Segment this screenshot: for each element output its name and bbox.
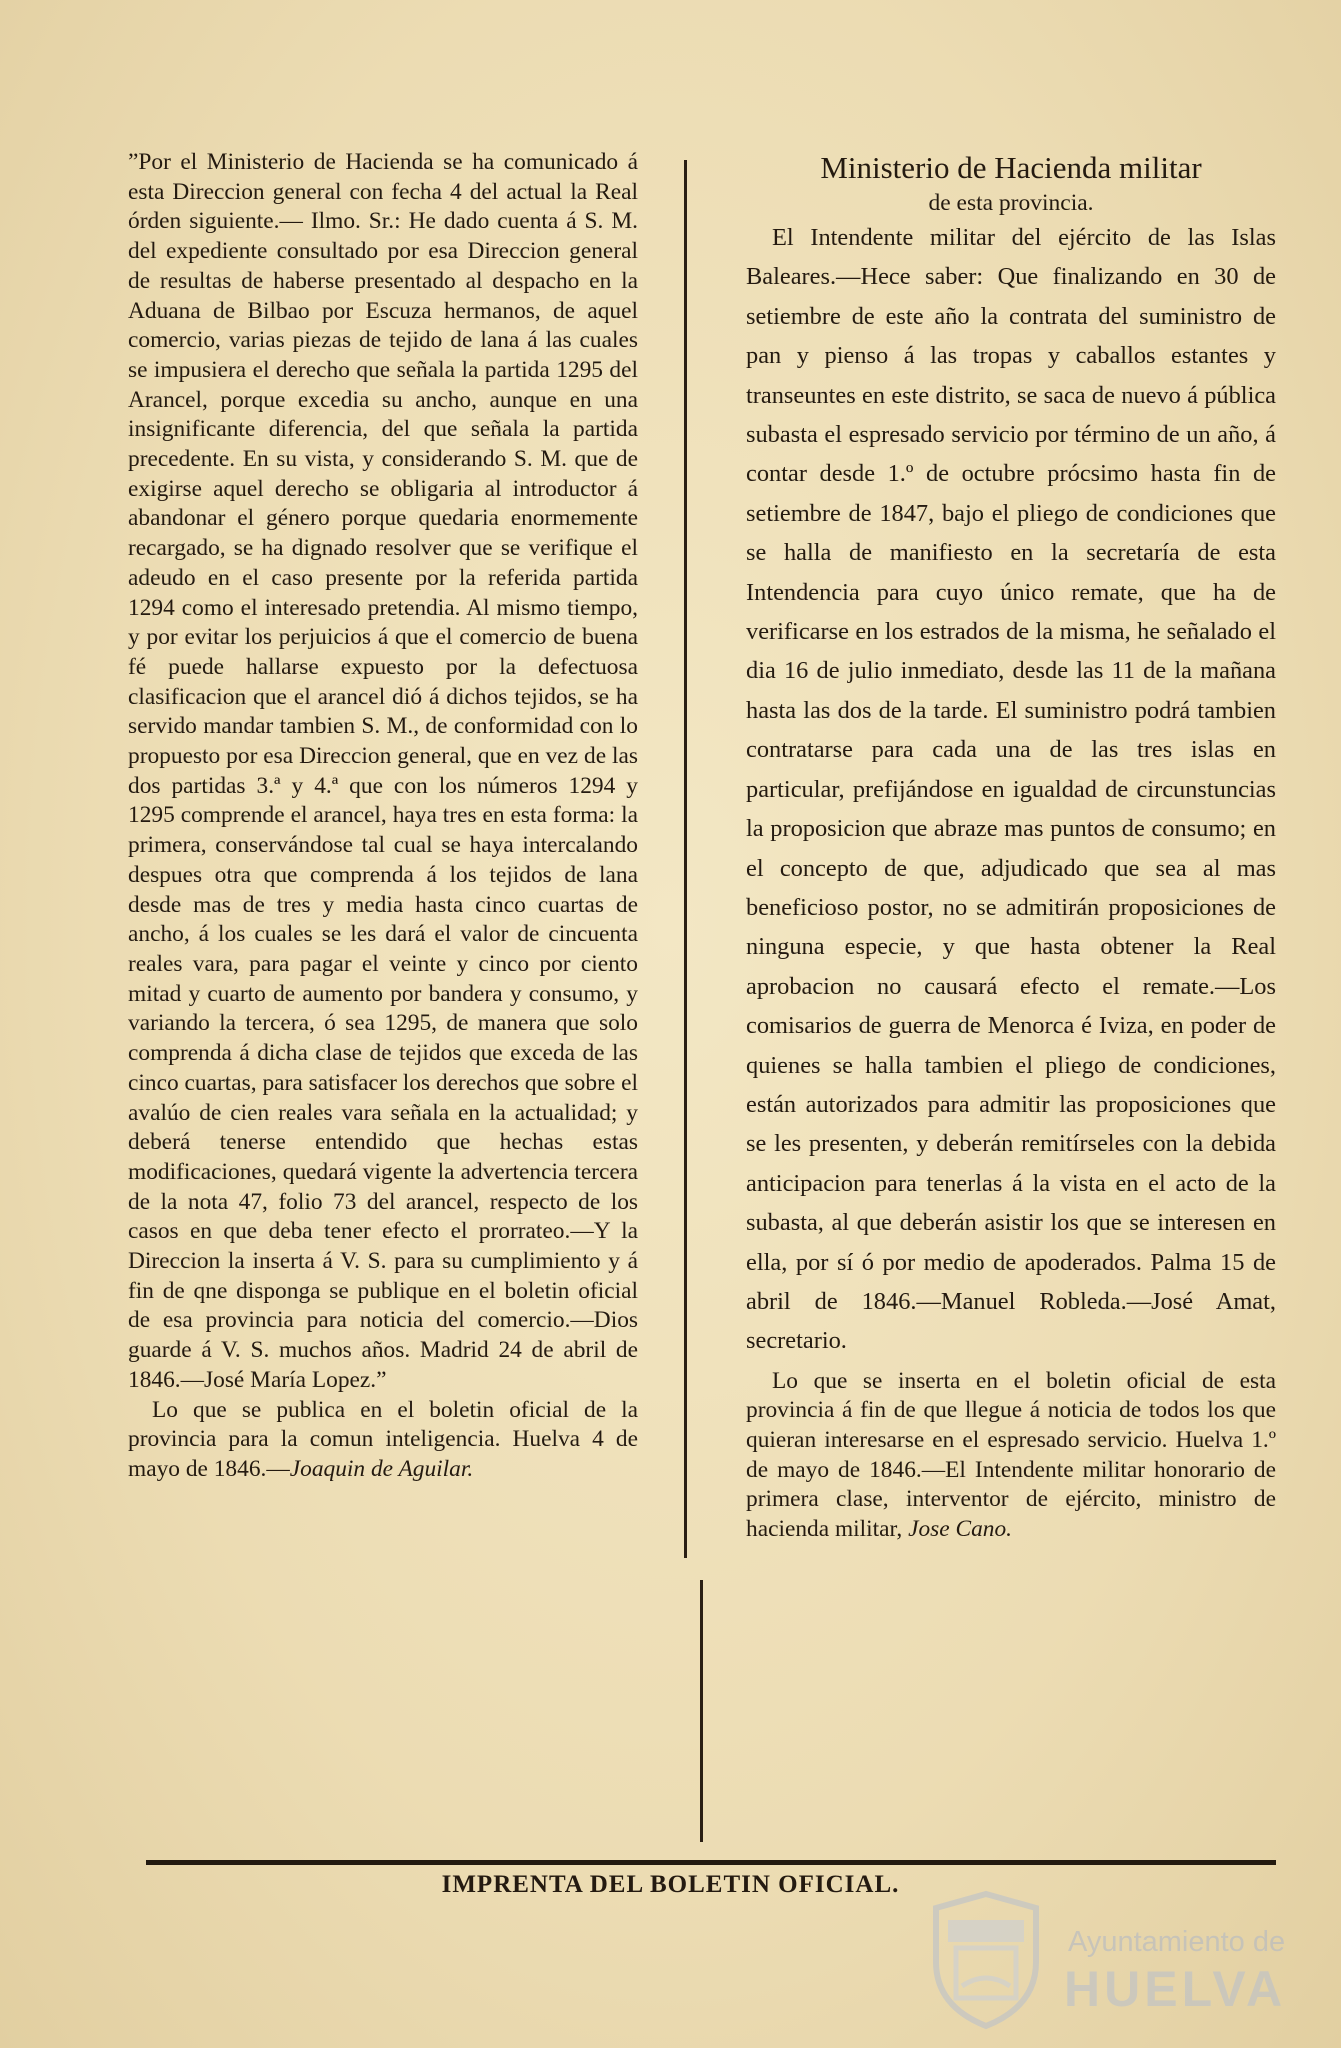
left-paragraph-royal-order: ”Por el Ministerio de Hacienda se ha comunicado á esta Direccion general con fecha 4 del actual la Real órden siguiente.— Ilmo. Sr.: He dado cuenta á S. M. del expediente consultado por esa Direccion general de resultas de haberse presentado al despacho en la Aduana de Bilbao por Escuza hermanos, de aquel comercio, varias piezas de tejido de lana á las cuales se impusiera el derecho que señala la partida 1295 del Arancel, porque excedia su ancho, aunque en una insignificante diferencia, del que señala la partida precedente. En su vista, y considerando S. M. que de exigirse aquel derecho se obligaria al introductor á abandonar el género porque quedaria enormemente recargado, se ha dignado resolver que se verifique el adeudo en el caso presente por la referida partida 1294 como el interesado pretendia. Al mismo tiempo, y por evitar los perjuicios á que el comercio de buena fé puede hallarse expuesto por la defectuosa clasificacion que el arancel dió á dichos tejidos, se ha servido mandar tambien S. M., de conformidad con lo propuesto por esa Direccion general, que en vez de las dos partidas 3.ª y 4.ª que con los números 1294 y 1295 comprende el arancel, haya tres en esta forma: la primera, conservándose tal cual se haya intercalando despues otra que comprenda á los tejidos de lana desde mas de tres y media hasta cinco cuartas de ancho, á los cuales se les dará el valor de cincuenta reales vara, para pagar el veinte y cinco por ciento mitad y cuarto de aumento por bandera y consumo, y variando la tercera, ó sea 1295, de manera que solo comprenda á dicha clase de tejidos que exceda de las cinco cuartas, para satisfacer los derechos que sobre el avalúo de cien reales vara señala en la actualidad; y deberá tenerse entendido que hechas estas modificaciones, quedará vigente la advertencia tercera de la nota 47, folio 73 del arancel, respecto de los casos en que deba tener efecto el prorrateo.—Y la Direccion la inserta á V. S. para su cumplimiento y á fin de qne disponga se publique en el boletin oficial de esa provincia para noticia del comercio.—Dios guarde á V. S. muchos años. Madrid 24 de abril de 1846.—José María Lopez.” (128, 149, 638, 1393)
right-section-subtitle: de esta provincia. (928, 190, 1094, 216)
right-signature: Jose Cano. (908, 1515, 1013, 1542)
right-section-title: Ministerio de Hacienda militar (820, 150, 1202, 185)
left-signature: Joaquin de Aguilar. (289, 1455, 474, 1482)
right-paragraph-auction-notice: El Intendente militar del ejército de las Islas Baleares.—Hece saber: Que finalizando en 30 de setiembre de este año la contrata del suministro de pan y pienso á las tropas y caballos estantes y transeuntes en este distrito, se saca de nuevo á pública subasta el espresado servicio por término de un año, á contar desde 1.º de octubre prócsimo hasta fin de setiembre de 1847, bajo el pliego de condiciones que se halla de manifiesto en la secretaría de esta Intendencia para cuyo único remate, que ha de verificarse en los estrados de la misma, he señalado el dia 16 de julio inmediato, desde las 11 de la mañana hasta las dos de la tarde. El suministro podrá tambien contratarse para cada una de las tres islas en particular, prefijándose en igualdad de circunstuncias la proposicion que abraze mas puntos de consumo; en el concepto de que, adjudicado que sea al mas beneficioso postor, no se admitirán proposiciones de ninguna especie, y que hasta obtener la Real aprobacion no causará efecto el remate.—Los comisarios de guerra de Menorca é Iviza, en poder de quienes se halla tambien el pliego de condiciones, están autorizados para admitir las proposiciones que se les presenten, y deberán remitírseles con la debida anticipacion para tenerlas á la vista en el acto de la subasta, al que deberán asistir los que se interesen en ella, por sí ó por medio de apoderados. Palma 15 de abril de 1846.—Manuel Robleda.—José Amat, secretario. (746, 224, 1276, 1355)
column-divider-upper (684, 160, 687, 1558)
footer-rule (146, 1860, 1276, 1865)
printer-imprint: IMPRENTA DEL BOLETIN OFICIAL. (441, 1871, 900, 1898)
left-column (128, 148, 638, 1485)
left-publication-text: Lo que se publica en el boletin oficial de la provincia para la comun inteligencia. Huelva 4 de mayo de 1846.— (128, 1396, 638, 1482)
right-publication-text: Lo que se inserta en el boletin oficial de esta provincia á fin de que llegue á noticia de todos los que quieran interesarse en el espresado servicio. Huelva 1.º de mayo de 1846.—El Intendente militar honorario de primera clase, interventor de ejército, ministro de hacienda militar, (746, 1367, 1276, 1542)
huelva-shield-icon (926, 1890, 1046, 2030)
left-paragraph-publication (128, 1396, 638, 1485)
watermark (926, 1890, 1326, 2030)
watermark-line-1: Ayuntamiento de (1068, 1926, 1286, 1958)
column-divider-lower (700, 1580, 703, 1842)
right-column (746, 148, 1276, 1544)
watermark-line-2: HUELVA (1064, 1961, 1287, 2017)
right-paragraph-publication (746, 1367, 1276, 1545)
